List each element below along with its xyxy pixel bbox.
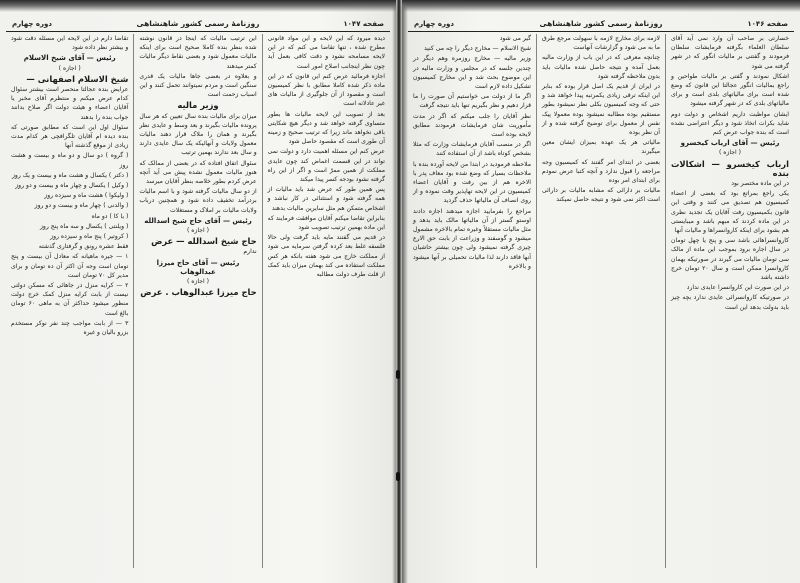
book-gutter bbox=[396, 0, 402, 583]
paragraph: ایشان مواظبت داریم اشخاص و دولت دوم شاید بکرات اتخاذ شود و دیگر اعتراضی نشده است که بنده جواب عرض کنم bbox=[671, 110, 789, 137]
section-heading: وزیر مالیه bbox=[177, 100, 219, 111]
paragraph: اگر در منصب آقایان فرمایشات وزارت که مثلا بشخص کوتاه باشد از آن استفاده کنند bbox=[413, 141, 531, 158]
paragraph: ( یا کا ) دو ماه bbox=[91, 212, 129, 220]
paragraph: از دو سال مالیات گرفته شود و با اسم مالیات بردرآمد تخفیف داده شود و همچنین درباب ولایات مالیات بر املاک و مستغلات bbox=[139, 188, 257, 214]
paragraph: اگر ما از دولت می خواستیم آن صورت را ما قرار دهیم و نظر بگیریم تنها باید نتیجه گرفت bbox=[413, 93, 531, 110]
page-number: صفحه ۱۰۴۶ bbox=[747, 20, 788, 28]
paragraph: ( ولیکوا ) هشت ماه و سیزده روز bbox=[44, 192, 129, 200]
page-right bbox=[404, 12, 798, 572]
paragraph: دیده میرود که این لایحه و این مواد قانونی مطرح شده ، تنها تقاضا می کنم که در این لایحه مسامحه نشود و دقت کافی بعمل آید چون نظر اینجانب اصلاح امور است bbox=[267, 35, 385, 70]
paragraph: تقاضا دارم در این لایحه این مسئله دقت شود و بیشتر نظر داده شود bbox=[11, 35, 129, 52]
paragraph: میزان برای مالیات بنده سال تعیین که هر سال پرونده مالیات بگیرند و بعد وسط و عایدی نظر بگیرند و همان را ملاک قرار دهند مالیات معمول ولایات و آنهائیکه یک سال عایدی دارند و سال بعد ندارند بهمین ترتیب bbox=[139, 112, 257, 157]
permission-note: ( اجازه ) bbox=[718, 149, 742, 157]
permission-note: ( اجازه ) bbox=[58, 64, 81, 72]
page-header bbox=[6, 17, 390, 32]
paragraph: در قدیم می گفتند مایه باید گرفت ولی حالا فلسفه غلط بعد کرده گرفتن سرمایه می شود از مملکت خارج می شود هفته بانکه هر کس مملکت استفاده می کند بهمان میزان باید کمک از قلت طرف دولت مطالبه bbox=[267, 234, 385, 279]
paragraph: و بعلاوه در بعضی جاها مالیات یک قدری سنگین است و مردم نمیتوانند تحمل کنند و این اسباب زحمت است bbox=[139, 72, 257, 99]
paragraph: ( وکیل ) یکسال و چهار ماه و بیست و دو روز bbox=[15, 182, 129, 190]
paragraph: ( ویلنتی ) یکسال و سه ماه پنج روز bbox=[39, 222, 129, 230]
paragraph: عرض کنم این مسئله اهمیت دارد و دولت نمی تواند در این قسمت اغماض کند چون عایدی مملکت از همین ممرّ است و اگر از این راه گرفته نشود بودجه کسر پیدا میکند bbox=[267, 148, 385, 184]
paragraph: یکی راجع بمراتع بود که بعضی از اعضاء کمیسیون هم تصدیق می کنند و وقتی این قانون بکمیسیون رفت آقایان یک تجدید نظری در این ماده کردند که مبهم باشد و میبایستی هم بشود برای اینکه کاروانسراها و مالیات آنها bbox=[671, 190, 789, 235]
paragraph: ( دکتر ) یکسال و هشت ماه و بیست و یک روز bbox=[11, 171, 129, 179]
speaker-line: رئیس — آقای حاج شیخ اسدالله bbox=[144, 216, 252, 225]
paragraph: بعد از تصویب این لایحه مالیات ها بطور متساوی گرفته خواهد شد و دیگر هیچ شکایتی باقی نخواهد ماند زیرا که ترتیب صحیح و زمینه آن طوری است که مقصود حاصل شود bbox=[267, 110, 385, 146]
speaker-heading: حاج شیخ اسدالله — عرض bbox=[151, 236, 257, 247]
paragraph: عرایض بنده عجالتا منحصر است بیشتر سئوال کدام عرض میکنم و منتظرم آقای مخبر یا آقایان اعضاء و هیئت دولت اگر صلاح بدانند جواب بنده را بدهند bbox=[11, 86, 129, 121]
paragraph: نظر آقایان را جلب میکنم که اگر در مدت مأموریت شان فرمایشات فرمودند مطابق لایحه بوده است bbox=[413, 112, 531, 139]
columns bbox=[6, 34, 390, 568]
paragraph: سئوال اول این است که مطابق صورتی که بنده دیده ام آقایان تلگرافچی هر کدام مدت زیادی از موقع گذشته آنها bbox=[11, 123, 129, 150]
paragraph: شیخ الاسلام — مخارج دیگر را چه می کنید bbox=[423, 45, 531, 53]
speaker-heading: شیخ الاسلام اصفهانی — bbox=[26, 73, 129, 84]
paragraph: ۲ — کرایه منزل در جاهائی که مسکن دولتی نیست از بابت کرایه منزل کمک خرج دولت منظور میشود حداکثر آن به ماهی ۶۰ تومان بالغ است bbox=[11, 282, 129, 317]
binding-mark bbox=[396, 472, 400, 481]
paragraph: ندارم bbox=[243, 248, 257, 256]
paragraph: در این ماده مختصر بود bbox=[731, 180, 789, 188]
column-middle bbox=[133, 34, 261, 568]
page-left bbox=[2, 12, 394, 572]
column-left bbox=[408, 34, 536, 568]
session-label: دوره چهارم bbox=[12, 20, 52, 28]
paragraph: مراجع را بفرمایید اجازه میدهند اجازه دادند اوستو گستر از آن مالیاتها مالک باید بدهد و مثل مالیات مستقلاً وغیره تمام بالاخره مشمول میشود و گوسفند و وزراعت از بابت حق الارع چیزی گرفته نمیشود ولی چون بیشتر حاشیان آنها فاقد دارند لذا مالیات تحمیلی بر آنها میشود و بالاخره bbox=[413, 207, 531, 270]
session-label: دوره چهارم bbox=[414, 20, 454, 28]
speaker-heading: ارباب کیخسرو — اشکالات بنده bbox=[671, 158, 789, 178]
speaker-line: رئیس — آقای شیخ الاسلام bbox=[23, 54, 116, 63]
paragraph: وزیر مالیه — مخارج روزمره وهم دیگر در چندین جلسه که در مجلس و وزارت مالیه در این موضوع بحث شد و این مخارج کمیسیون تشکیل داده لازم است bbox=[413, 55, 531, 91]
paragraph: سئوال اتفاق افتاده که در بعضی از ممالک که هنوز مالیات معمول نشده پیش می آید آنچه عرض کردم بطور خلاصه بنظر آقایان میرسد bbox=[139, 159, 257, 186]
column-middle bbox=[536, 34, 665, 568]
paragraph: گیر می شود bbox=[499, 35, 531, 42]
column-left bbox=[6, 34, 133, 568]
paragraph: کاروانسراهائی باشد سی و پنج یا چهل تومان در سال اجاره برود بموجب این ماده از مالک سی تومان مالیات می گیرند در صورتیکه بهمان کاروانسرا ممکن است و سال ۲۰ تومان خرج داشته باشد bbox=[671, 237, 789, 282]
paragraph: در ایران از قدیم یک اصل قرار بوده که بنابر این اینکه ترقی زیادی یکمرتبه پیدا خواهد شد و حتی که وجه کمیسیون بکلی نظر نمیشود بطور مستقیم بوده مطالبه نمیشود بوده معمولا پیک نفس از معمول برای توضیح گرفته شده و از آن نظر بوده bbox=[542, 83, 660, 137]
publication-title: روزنامهٔ رسمی کشور شاهنشاهی bbox=[136, 19, 260, 28]
paragraph: اشکال نمودند و گفتی بر مالیات طواحین و راجع بمالیات انگور عجالتا این قانون که وضع شده است برای مالیاتهای بلدی است و برای مالیاتهای بلدی که در شهر گرفته میشود bbox=[671, 72, 789, 108]
permission-note: ( اجازه ) bbox=[186, 278, 210, 286]
paragraph: ملاحظه فرمودید در ابتدا من لایحه آورده بنده با ملاحظات بسیار که وضع شده بود معاف پدر با الاخره هم از بین رفت و آقایان اعضاء کمیسیون در این لایحه تهاپذیر وقت نموده و از روی انصاف آن مالیاتها حذف گردید bbox=[413, 160, 531, 205]
paragraph: در صورتیکه کاروانسرائی عایدی ندارد بچه چیز باید بدولت بدهد این است bbox=[671, 294, 789, 311]
speaker-heading: حاج میرزا عبدالوهاب . عرض bbox=[140, 287, 257, 298]
paragraph: ۳ — از بابت مواجب چند نفر نوکر مستخدم بزرو بالیان و غیره bbox=[11, 319, 129, 337]
binding-mark bbox=[396, 370, 400, 379]
speaker-line: رئیس — آقای ارباب کیخسرو bbox=[680, 139, 780, 148]
paragraph: ( کروتیر ) پنج ماه و سیزده روز bbox=[50, 233, 129, 241]
paragraph: پس همین طور که عرض شد باید مالیات از همه گرفته شود و استثنائی در کار نباشد و اشخاص متمکن هم مثل سایرین مالیات بدهند bbox=[267, 186, 385, 212]
paragraph: مالیاتی هر یک عهده بمیزان ایشان معین میگیرند bbox=[542, 139, 660, 156]
column-right bbox=[665, 34, 794, 568]
paragraph: این ترتیب مالیات که اینجا در قانون نوشته شده بنظر بنده کاملا صحیح است برای اینکه مالیات معمول شود و بعضی نقاط دیگر مالیات کمتر میدهند bbox=[139, 35, 257, 70]
paragraph: ( والدنی ) چهار ماه و بیست و دو روز bbox=[34, 202, 129, 210]
paragraph: فقط عشره رونق و گرفتاری گذشته bbox=[38, 243, 129, 251]
paragraph: مالیات بر دارائی که مشابه مالیات بر دارائی است اکثر نمی شود و نتیجه حاصل نمیکند bbox=[542, 187, 660, 204]
column-right bbox=[262, 34, 390, 568]
paragraph: بنابراین تقاضا میکنم آقایان موافقت فرمایند که این ماده بهمین ترتیب تصویب شود bbox=[267, 214, 385, 232]
paragraph: لازمه برای مخارج لازمه با سهولت مرجع طرق ما به می شود و گزارشات آنهاست bbox=[542, 35, 660, 52]
paragraph: بعضی در ابتدای امر گفتند که کمیسیون وجه مراجعه را قبول ندارد و آنچه کتبا عرض نمودم برای ابتدای امر بوده bbox=[542, 158, 660, 185]
speaker-line: رئیس — آقای حاج میرزا عبدالوهاب bbox=[156, 258, 240, 276]
paragraph: چنانچه معرفی که در این باب از وزارت مالیه بعمل آمده و نتیجه حاصل شده مالیات باید بدون ملاحظه گرفته شود bbox=[542, 54, 660, 80]
page-header bbox=[408, 17, 794, 32]
paragraph: ( گروه ) دو سال و دو ماه و بیست و هشت روز bbox=[11, 152, 129, 169]
publication-title: روزنامهٔ رسمی کشور شاهنشاهی bbox=[539, 19, 663, 28]
page-number: صفحه ۱۰۴۷ bbox=[343, 20, 384, 28]
permission-note: ( اجازه ) bbox=[186, 227, 210, 235]
paragraph: خسارتی بر صاحب آن وارد نمی آید آقای سلطان العلماء بگرفته فرمایشات سلطان فرمودند و گفتنی بر مالیات انگور که در شهر گرفته می شود bbox=[671, 35, 789, 70]
columns bbox=[408, 34, 794, 568]
paragraph: اجازه فرمائید عرض کنم این قانون که در این ماده ذکر شده کاملا مطابق با نظر کمیسیون است و مقصود از آن جلوگیری از مالیات های غیر عادلانه است bbox=[267, 72, 385, 108]
paragraph: در این صورت این کاروانسرا عایدی ندارد bbox=[686, 284, 789, 292]
paragraph: ۱ — جیره ماهیانه که معادل آن بیست و پنج تومان است وجه آن اکثر آن ده تومان و برای مدیر کل ۷۰ تومان است bbox=[11, 253, 129, 279]
